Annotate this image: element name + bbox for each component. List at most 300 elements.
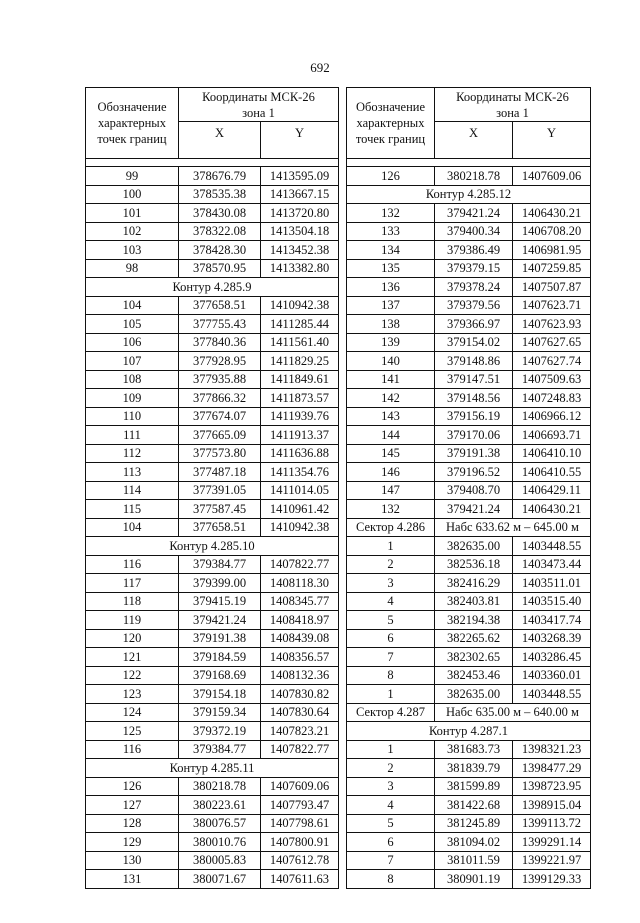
x-coordinate-cell: 377928.95 — [179, 352, 261, 371]
y-coordinate-cell: 1408439.08 — [261, 629, 339, 648]
x-coordinate-cell: 379421.24 — [179, 611, 261, 630]
x-coordinate-cell: 379379.56 — [435, 296, 513, 315]
y-coordinate-cell: 1407507.87 — [513, 278, 591, 297]
x-coordinate-cell: 381011.59 — [435, 851, 513, 870]
y-coordinate-cell: 1408118.30 — [261, 574, 339, 593]
y-coordinate-cell: 1403360.01 — [513, 666, 591, 685]
point-cell: 134 — [347, 241, 435, 260]
y-coordinate-cell: 1413382.80 — [261, 259, 339, 278]
x-coordinate-cell: 379154.02 — [435, 333, 513, 352]
x-coordinate-cell: 382536.18 — [435, 555, 513, 574]
point-cell: 8 — [347, 870, 435, 889]
table-row — [347, 592, 591, 611]
table-row — [347, 315, 591, 334]
x-coordinate-cell: 377866.32 — [179, 389, 261, 408]
point-cell: 2 — [347, 759, 435, 778]
table-row — [86, 518, 339, 537]
y-coordinate-cell: 1411829.25 — [261, 352, 339, 371]
coords-header-line: Координаты МСК-26 — [202, 89, 315, 104]
y-coordinate-cell: 1406693.71 — [513, 426, 591, 445]
y-coordinate-cell: 1413504.18 — [261, 222, 339, 241]
y-coordinate-cell: 1411873.57 — [261, 389, 339, 408]
y-coordinate-cell: 1407609.06 — [513, 167, 591, 186]
point-cell: 133 — [347, 222, 435, 241]
point-cell: 3 — [347, 777, 435, 796]
x-coordinate-cell: 379196.52 — [435, 463, 513, 482]
point-column-header-line: характерных — [356, 116, 425, 130]
point-column-header — [347, 88, 435, 159]
table-row — [347, 833, 591, 852]
point-column-header-line: характерных — [98, 116, 166, 130]
point-cell: 108 — [86, 370, 179, 389]
point-cell: 125 — [86, 722, 179, 741]
point-column-header-line: Обозначение — [97, 100, 167, 114]
contour-header-row — [347, 185, 591, 204]
x-coordinate-cell: 378428.30 — [179, 241, 261, 260]
y-coordinate-cell: 1407609.06 — [261, 777, 339, 796]
x-coordinate-cell: 379415.19 — [179, 592, 261, 611]
x-coordinate-cell: 381683.73 — [435, 740, 513, 759]
x-coordinate-cell: 377674.07 — [179, 407, 261, 426]
x-coordinate-cell: 382453.46 — [435, 666, 513, 685]
table-row — [86, 296, 339, 315]
table-row — [347, 740, 591, 759]
y-coordinate-cell: 1411636.88 — [261, 444, 339, 463]
y-coordinate-cell: 1411849.61 — [261, 370, 339, 389]
point-cell: 139 — [347, 333, 435, 352]
point-cell: 5 — [347, 611, 435, 630]
x-coordinate-cell: 377665.09 — [179, 426, 261, 445]
y-coordinate-cell: 1408356.57 — [261, 648, 339, 667]
point-cell: 116 — [86, 555, 179, 574]
y-coordinate-cell: 1407830.64 — [261, 703, 339, 722]
sector-height-range: Нaбс 635.00 м – 640.00 м — [435, 703, 591, 722]
x-coordinate-cell: 379378.24 — [435, 278, 513, 297]
table-row — [347, 685, 591, 704]
y-coordinate-cell: 1407623.71 — [513, 296, 591, 315]
coords-column-header — [435, 88, 591, 122]
y-coordinate-cell: 1408418.97 — [261, 611, 339, 630]
y-coordinate-cell: 1413452.38 — [261, 241, 339, 260]
table-row — [347, 611, 591, 630]
point-cell: 105 — [86, 315, 179, 334]
x-column-header: X — [179, 122, 261, 159]
point-column-header-line: точек границ — [97, 132, 167, 146]
point-column-header — [86, 88, 179, 159]
table-row — [347, 444, 591, 463]
point-cell: 129 — [86, 833, 179, 852]
point-cell: 103 — [86, 241, 179, 260]
y-column-header: Y — [261, 122, 339, 159]
x-coordinate-cell: 382416.29 — [435, 574, 513, 593]
contour-header-row — [86, 537, 339, 556]
table-row — [86, 611, 339, 630]
x-coordinate-cell: 377658.51 — [179, 518, 261, 537]
x-coordinate-cell: 380005.83 — [179, 851, 261, 870]
y-coordinate-cell: 1407611.63 — [261, 870, 339, 889]
table-row — [86, 870, 339, 889]
table-row — [86, 259, 339, 278]
y-coordinate-cell: 1406410.10 — [513, 444, 591, 463]
x-coordinate-cell: 382635.00 — [435, 537, 513, 556]
y-coordinate-cell: 1399129.33 — [513, 870, 591, 889]
table-row — [347, 389, 591, 408]
coords-header-line: зона 1 — [242, 105, 275, 120]
contour-label: Контур 4.285.12 — [347, 185, 591, 204]
x-column-header: X — [435, 122, 513, 159]
table-row — [347, 259, 591, 278]
point-cell: 141 — [347, 370, 435, 389]
x-coordinate-cell: 382635.00 — [435, 685, 513, 704]
point-cell: 6 — [347, 833, 435, 852]
y-coordinate-cell: 1403511.01 — [513, 574, 591, 593]
table-row — [86, 426, 339, 445]
table-row — [86, 370, 339, 389]
table-row — [347, 241, 591, 260]
y-coordinate-cell: 1398321.23 — [513, 740, 591, 759]
point-cell: 123 — [86, 685, 179, 704]
coordinates-table-right-body — [347, 167, 591, 889]
point-cell: 120 — [86, 629, 179, 648]
contour-header-row — [86, 759, 339, 778]
y-coordinate-cell: 1406430.21 — [513, 500, 591, 519]
point-cell: 115 — [86, 500, 179, 519]
table-row — [86, 463, 339, 482]
table-row — [347, 278, 591, 297]
table-row — [86, 204, 339, 223]
point-cell: 142 — [347, 389, 435, 408]
y-coordinate-cell: 1408132.36 — [261, 666, 339, 685]
sector-header-row — [347, 703, 591, 722]
y-coordinate-cell: 1407612.78 — [261, 851, 339, 870]
x-coordinate-cell: 379366.97 — [435, 315, 513, 334]
table-row — [86, 315, 339, 334]
x-coordinate-cell: 378535.38 — [179, 185, 261, 204]
x-coordinate-cell: 382265.62 — [435, 629, 513, 648]
table-row — [347, 333, 591, 352]
point-cell: 100 — [86, 185, 179, 204]
point-cell: 147 — [347, 481, 435, 500]
x-coordinate-cell: 381094.02 — [435, 833, 513, 852]
y-coordinate-cell: 1403473.44 — [513, 555, 591, 574]
table-row — [86, 352, 339, 371]
x-coordinate-cell: 380218.78 — [179, 777, 261, 796]
y-coordinate-cell: 1411354.76 — [261, 463, 339, 482]
x-coordinate-cell: 381245.89 — [435, 814, 513, 833]
x-coordinate-cell: 377391.05 — [179, 481, 261, 500]
x-coordinate-cell: 377840.36 — [179, 333, 261, 352]
point-cell: 124 — [86, 703, 179, 722]
x-coordinate-cell: 379408.70 — [435, 481, 513, 500]
y-coordinate-cell: 1407509.63 — [513, 370, 591, 389]
point-cell: 128 — [86, 814, 179, 833]
point-cell: 1 — [347, 537, 435, 556]
coordinates-table-left-body — [86, 167, 339, 889]
y-coordinate-cell: 1413667.15 — [261, 185, 339, 204]
y-coordinate-cell: 1407798.61 — [261, 814, 339, 833]
table-row — [347, 204, 591, 223]
table-row — [347, 759, 591, 778]
point-cell: 6 — [347, 629, 435, 648]
y-coordinate-cell: 1403268.39 — [513, 629, 591, 648]
y-coordinate-cell: 1403448.55 — [513, 537, 591, 556]
point-cell: 119 — [86, 611, 179, 630]
y-coordinate-cell: 1407822.77 — [261, 555, 339, 574]
x-coordinate-cell: 379168.69 — [179, 666, 261, 685]
point-cell: 99 — [86, 167, 179, 186]
point-cell: 1 — [347, 685, 435, 704]
table-row — [86, 407, 339, 426]
point-cell: 140 — [347, 352, 435, 371]
x-coordinate-cell: 379399.00 — [179, 574, 261, 593]
point-cell: 5 — [347, 814, 435, 833]
x-coordinate-cell: 381599.89 — [435, 777, 513, 796]
x-coordinate-cell: 378570.95 — [179, 259, 261, 278]
coords-column-header — [179, 88, 339, 122]
x-coordinate-cell: 382403.81 — [435, 592, 513, 611]
x-coordinate-cell: 378430.08 — [179, 204, 261, 223]
x-coordinate-cell: 377755.43 — [179, 315, 261, 334]
x-coordinate-cell: 379148.56 — [435, 389, 513, 408]
point-cell: 138 — [347, 315, 435, 334]
point-cell: 127 — [86, 796, 179, 815]
table-row — [86, 481, 339, 500]
y-coordinate-cell: 1403448.55 — [513, 685, 591, 704]
y-coordinate-cell: 1399113.72 — [513, 814, 591, 833]
x-coordinate-cell: 379421.24 — [435, 204, 513, 223]
point-cell: 4 — [347, 592, 435, 611]
point-cell: 114 — [86, 481, 179, 500]
y-coordinate-cell: 1407248.83 — [513, 389, 591, 408]
point-cell: 126 — [347, 167, 435, 186]
table-row — [86, 685, 339, 704]
x-coordinate-cell: 379386.49 — [435, 241, 513, 260]
y-coordinate-cell: 1413595.09 — [261, 167, 339, 186]
point-cell: 135 — [347, 259, 435, 278]
table-row — [347, 352, 591, 371]
contour-header-row — [86, 278, 339, 297]
contour-label: Контур 4.285.10 — [86, 537, 339, 556]
sector-label: Сектор 4.286 — [347, 518, 435, 537]
x-coordinate-cell: 380901.19 — [435, 870, 513, 889]
y-coordinate-cell: 1410942.38 — [261, 518, 339, 537]
point-cell: 145 — [347, 444, 435, 463]
y-coordinate-cell: 1407823.21 — [261, 722, 339, 741]
point-cell: 2 — [347, 555, 435, 574]
x-coordinate-cell: 377935.88 — [179, 370, 261, 389]
x-coordinate-cell: 379379.15 — [435, 259, 513, 278]
table-row — [347, 796, 591, 815]
contour-label: Контур 4.287.1 — [347, 722, 591, 741]
table-row — [86, 796, 339, 815]
table-row — [347, 537, 591, 556]
x-coordinate-cell: 380076.57 — [179, 814, 261, 833]
y-coordinate-cell: 1410942.38 — [261, 296, 339, 315]
x-coordinate-cell: 379191.38 — [435, 444, 513, 463]
table-row — [347, 370, 591, 389]
point-column-header-line: Обозначение — [355, 100, 426, 114]
y-coordinate-cell: 1398477.29 — [513, 759, 591, 778]
point-cell: 132 — [347, 204, 435, 223]
table-row — [86, 185, 339, 204]
table-row — [347, 426, 591, 445]
y-coordinate-cell: 1408345.77 — [261, 592, 339, 611]
table-row — [86, 500, 339, 519]
point-cell: 144 — [347, 426, 435, 445]
y-coordinate-cell: 1406966.12 — [513, 407, 591, 426]
point-cell: 1 — [347, 740, 435, 759]
point-cell: 137 — [347, 296, 435, 315]
x-coordinate-cell: 379156.19 — [435, 407, 513, 426]
point-cell: 107 — [86, 352, 179, 371]
y-coordinate-cell: 1398723.95 — [513, 777, 591, 796]
table-row — [86, 777, 339, 796]
x-coordinate-cell: 377573.80 — [179, 444, 261, 463]
x-coordinate-cell: 381839.79 — [435, 759, 513, 778]
y-coordinate-cell: 1406708.20 — [513, 222, 591, 241]
point-cell: 132 — [347, 500, 435, 519]
x-coordinate-cell: 380071.67 — [179, 870, 261, 889]
sector-height-range: Нaбс 633.62 м – 645.00 м — [435, 518, 591, 537]
point-cell: 116 — [86, 740, 179, 759]
y-coordinate-cell: 1403417.74 — [513, 611, 591, 630]
y-coordinate-cell: 1413720.80 — [261, 204, 339, 223]
point-cell: 4 — [347, 796, 435, 815]
y-coordinate-cell: 1403286.45 — [513, 648, 591, 667]
x-coordinate-cell: 377487.18 — [179, 463, 261, 482]
table-row — [86, 222, 339, 241]
x-coordinate-cell: 379400.34 — [435, 222, 513, 241]
x-coordinate-cell: 378676.79 — [179, 167, 261, 186]
point-cell: 7 — [347, 851, 435, 870]
table-row — [86, 555, 339, 574]
point-cell: 104 — [86, 518, 179, 537]
x-coordinate-cell: 381422.68 — [435, 796, 513, 815]
page-number: 692 — [310, 60, 330, 75]
table-row — [86, 648, 339, 667]
x-coordinate-cell: 377587.45 — [179, 500, 261, 519]
point-cell: 102 — [86, 222, 179, 241]
table-row — [86, 740, 339, 759]
point-cell: 118 — [86, 592, 179, 611]
y-coordinate-cell: 1407793.47 — [261, 796, 339, 815]
x-coordinate-cell: 379384.77 — [179, 555, 261, 574]
table-row — [86, 241, 339, 260]
point-column-header-line: точек границ — [355, 132, 426, 146]
x-coordinate-cell: 379159.34 — [179, 703, 261, 722]
table-row — [347, 666, 591, 685]
table-row — [86, 851, 339, 870]
y-coordinate-cell: 1399221.97 — [513, 851, 591, 870]
table-row — [347, 574, 591, 593]
y-coordinate-cell: 1411939.76 — [261, 407, 339, 426]
point-cell: 113 — [86, 463, 179, 482]
point-cell: 136 — [347, 278, 435, 297]
table-row — [86, 333, 339, 352]
point-cell: 111 — [86, 426, 179, 445]
table-row — [347, 629, 591, 648]
y-coordinate-cell: 1411014.05 — [261, 481, 339, 500]
point-cell: 101 — [86, 204, 179, 223]
x-coordinate-cell: 378322.08 — [179, 222, 261, 241]
table-row — [347, 870, 591, 889]
contour-header-row — [347, 722, 591, 741]
table-row — [347, 407, 591, 426]
point-cell: 121 — [86, 648, 179, 667]
table-row — [347, 296, 591, 315]
y-coordinate-cell: 1407623.93 — [513, 315, 591, 334]
x-coordinate-cell: 379148.86 — [435, 352, 513, 371]
x-coordinate-cell: 382302.65 — [435, 648, 513, 667]
x-coordinate-cell: 379191.38 — [179, 629, 261, 648]
sector-header-row — [347, 518, 591, 537]
table-row — [347, 463, 591, 482]
y-coordinate-cell: 1407627.74 — [513, 352, 591, 371]
coordinates-table-right — [346, 87, 591, 889]
x-coordinate-cell: 379372.19 — [179, 722, 261, 741]
x-coordinate-cell: 382194.38 — [435, 611, 513, 630]
y-coordinate-cell: 1406429.11 — [513, 481, 591, 500]
table-row — [347, 555, 591, 574]
y-coordinate-cell: 1406430.21 — [513, 204, 591, 223]
y-coordinate-cell: 1407627.65 — [513, 333, 591, 352]
table-row — [86, 592, 339, 611]
y-coordinate-cell: 1403515.40 — [513, 592, 591, 611]
point-cell: 112 — [86, 444, 179, 463]
y-coordinate-cell: 1398915.04 — [513, 796, 591, 815]
table-row — [347, 777, 591, 796]
coords-header-line: зона 1 — [496, 105, 529, 120]
table-row — [347, 167, 591, 186]
coords-header-line: Координаты МСК-26 — [456, 89, 569, 104]
table-row — [86, 703, 339, 722]
table-row — [86, 389, 339, 408]
table-row — [347, 851, 591, 870]
y-coordinate-cell: 1411285.44 — [261, 315, 339, 334]
table-row — [86, 574, 339, 593]
y-coordinate-cell: 1411561.40 — [261, 333, 339, 352]
y-coordinate-cell: 1407822.77 — [261, 740, 339, 759]
table-row — [347, 648, 591, 667]
table-row — [347, 814, 591, 833]
y-coordinate-cell: 1406410.55 — [513, 463, 591, 482]
y-column-header: Y — [513, 122, 591, 159]
contour-label: Контур 4.285.11 — [86, 759, 339, 778]
table-row — [86, 833, 339, 852]
x-coordinate-cell: 379421.24 — [435, 500, 513, 519]
point-cell: 130 — [86, 851, 179, 870]
contour-label: Контур 4.285.9 — [86, 278, 339, 297]
table-row — [347, 222, 591, 241]
table-row — [86, 444, 339, 463]
y-coordinate-cell: 1407259.85 — [513, 259, 591, 278]
y-coordinate-cell: 1399291.14 — [513, 833, 591, 852]
point-cell: 143 — [347, 407, 435, 426]
table-row — [86, 629, 339, 648]
table-row — [86, 814, 339, 833]
x-coordinate-cell: 379154.18 — [179, 685, 261, 704]
point-cell: 98 — [86, 259, 179, 278]
y-coordinate-cell: 1411913.37 — [261, 426, 339, 445]
x-coordinate-cell: 380218.78 — [435, 167, 513, 186]
table-row — [347, 500, 591, 519]
x-coordinate-cell: 379170.06 — [435, 426, 513, 445]
table-row — [86, 666, 339, 685]
x-coordinate-cell: 379384.77 — [179, 740, 261, 759]
x-coordinate-cell: 377658.51 — [179, 296, 261, 315]
point-cell: 109 — [86, 389, 179, 408]
point-cell: 110 — [86, 407, 179, 426]
